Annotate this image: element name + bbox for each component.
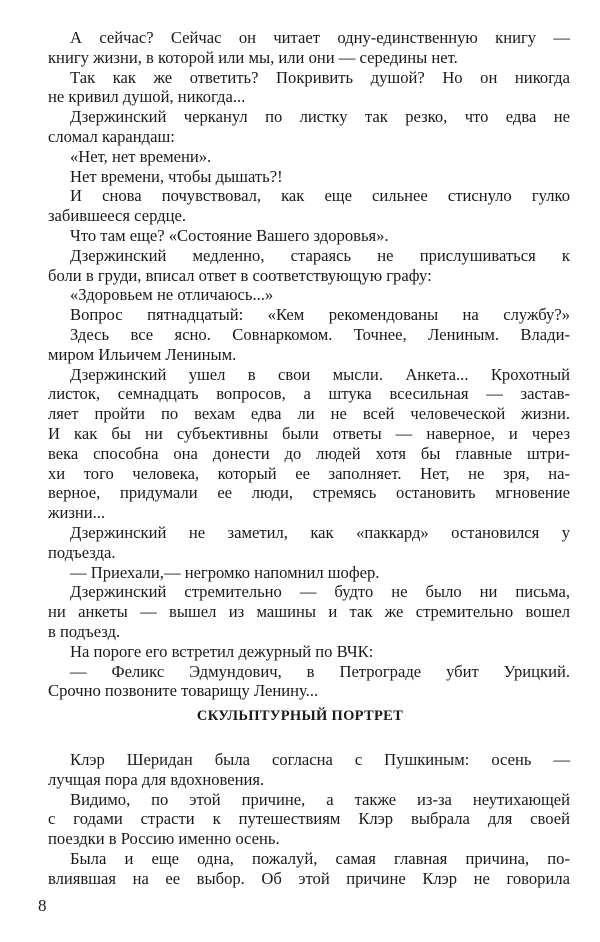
- page-number: 8: [38, 896, 47, 915]
- text-line: Так как же ответить? Покривить душой? Но он никогда: [70, 67, 570, 87]
- text-line: лучщая пора для вдохновения.: [48, 769, 265, 789]
- text-line: Здесь все ясно. Совнаркомом. Точнее, Лениным. Влади-: [70, 324, 570, 344]
- body-text-bottom: [48, 750, 570, 889]
- text-line: в подъезд.: [48, 621, 121, 641]
- text-line: И как бы ни субъективны были ответы — наверное, и через: [48, 423, 570, 443]
- text-line: с годами страсти к путешествиям Клэр выбрала для своей: [48, 809, 570, 829]
- text-line: На пороге его встретил дежурный по ВЧК:: [70, 641, 374, 661]
- text-line: Что там еще? «Состояние Вашего здоровья».: [70, 225, 389, 245]
- text-line: влиявшая на ее выбор. Об этой причине Клэр не говорила: [48, 868, 570, 888]
- text-line: века способна она донести до людей хотя бы главные штри-: [48, 443, 570, 463]
- text-line: «Здоровьем не отличаюсь...»: [70, 285, 274, 305]
- text-line: А сейчас? Сейчас он читает одну-единственную книгу —: [70, 28, 570, 47]
- text-line: — Феликс Эдмундович, в Петрограде убит Урицкий.: [70, 661, 570, 681]
- text-line: Нет времени, чтобы дышать?!: [70, 166, 283, 186]
- text-line: — Приехали,— негромко напомнил шофер.: [70, 562, 380, 582]
- text-line: сломал карандаш:: [48, 126, 175, 146]
- text-line: Дзержинский черканул по листку так резко, что едва не: [70, 107, 570, 127]
- text-line: Видимо, по этой причине, а также из-за неутихающей: [70, 789, 570, 809]
- text-line: Была и еще одна, пожалуй, самая главная причина, по-: [70, 848, 570, 868]
- section-heading: СКУЛЬПТУРНЫЙ ПОРТРЕТ: [196, 708, 404, 724]
- body-text-top: [48, 28, 570, 701]
- text-line: верное, придумали ее люди, стремясь остановить мгновение: [48, 483, 570, 503]
- text-line: Срочно позвоните товарищу Ленину...: [48, 681, 319, 701]
- text-line: боли в груди, вписал ответ в соответствующую графу:: [48, 265, 432, 285]
- text-line: ни анкеты — вышел из машины и так же стремительно вошел: [48, 602, 570, 622]
- text-line: забившееся сердце.: [48, 206, 186, 226]
- text-line: хи того человека, который ее заполняет. Нет, не зря, на-: [48, 463, 570, 483]
- text-line: поездки в Россию именно осень.: [48, 829, 280, 849]
- text-line: листок, семнадцать вопросов, а штука всесильная — застав-: [48, 384, 570, 404]
- text-line: Дзержинский не заметил, как «паккард» остановился у: [70, 522, 570, 542]
- text-line: не кривил душой, никогда...: [48, 87, 246, 107]
- text-line: жизни...: [48, 503, 106, 523]
- text-line: «Нет, нет времени».: [70, 146, 212, 166]
- text-line: подъезда.: [48, 542, 116, 562]
- text-line: миром Ильичем Лениным.: [48, 344, 237, 364]
- text-line: Дзержинский стремительно — будто не было ни письма,: [70, 582, 570, 602]
- text-line: Дзержинский ушел в свои мысли. Анкета... Крохотный: [70, 364, 570, 384]
- text-line: Дзержинский медленно, стараясь не прислушиваться к: [70, 245, 570, 265]
- text-line: книгу жизни, в которой или мы, или они — середины нет.: [48, 47, 458, 67]
- text-line: И снова почувствовал, как еще сильнее стиснуло гулко: [70, 186, 570, 206]
- text-line: Вопрос пятнадцатый: «Кем рекомендованы на службу?»: [70, 305, 570, 325]
- text-line: Клэр Шеридан была согласна с Пушкиным: осень —: [70, 750, 570, 769]
- text-line: ляет пройти по вехам едва ли не всей человеческой жизни.: [48, 404, 570, 424]
